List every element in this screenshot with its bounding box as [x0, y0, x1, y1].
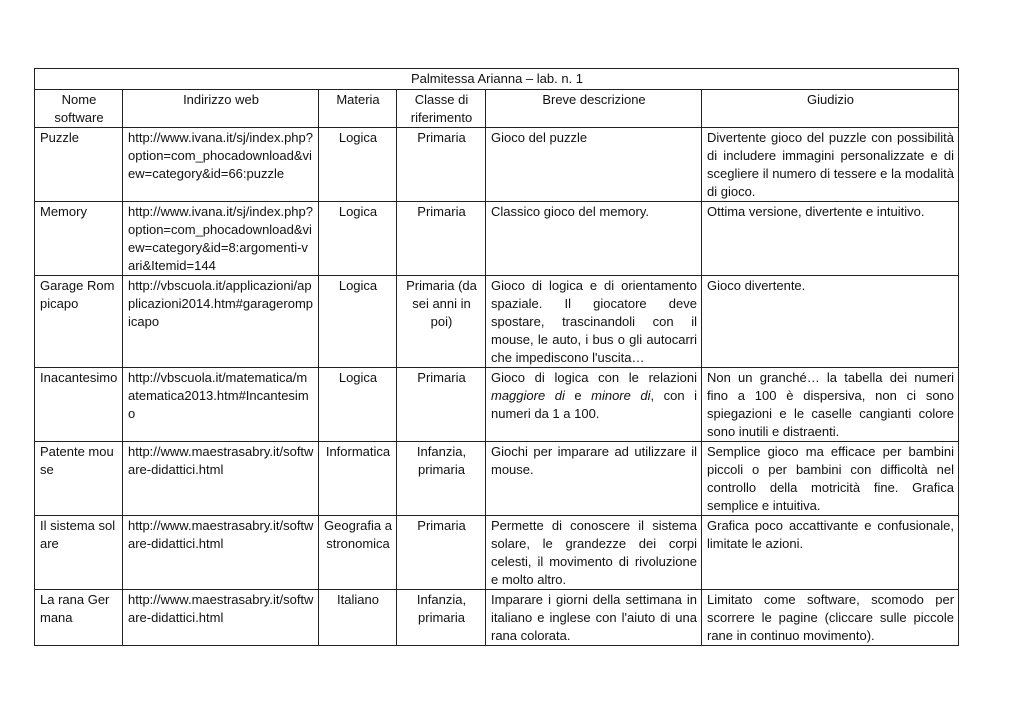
software-judgement: Semplice gioco ma efficace per bambini piccoli o per bambini con difficoltà nel controllo della motricità fine. Grafica semplice e intuitiva.: [702, 442, 959, 516]
software-description: [486, 368, 702, 442]
software-name: Memory: [35, 202, 123, 276]
software-level: Primaria: [397, 516, 486, 590]
table-row: [35, 368, 959, 442]
table-row: [35, 516, 959, 590]
software-url: http://www.maestrasabry.it/software-didattici.html: [123, 516, 319, 590]
table-row: [35, 442, 959, 516]
description-emphasis: minore di: [591, 388, 651, 403]
software-name: Il sistema solare: [35, 516, 123, 590]
software-table: [34, 68, 959, 646]
table-title: Palmitessa Arianna – lab. n. 1: [35, 69, 959, 90]
software-judgement: Gioco divertente.: [702, 276, 959, 368]
table-row: [35, 202, 959, 276]
software-level: Primaria (da sei anni in poi): [397, 276, 486, 368]
software-url: http://www.ivana.it/sj/index.php?option=com_phocadownload&view=category&id=8:argomenti-vari&Itemid=144: [123, 202, 319, 276]
software-judgement: Non un granché… la tabella dei numeri fino a 100 è dispersiva, non ci sono spiegazioni e le caselle cangianti colore sono inutili e distraenti.: [702, 368, 959, 442]
software-description: Permette di conoscere il sistema solare, le grandezze dei corpi celesti, il movimento di rivoluzione e molto altro.: [486, 516, 702, 590]
description-text: Gioco di logica con le relazioni: [491, 370, 697, 385]
header-level: Classe di riferimento: [397, 90, 486, 128]
software-url: http://vbscuola.it/applicazioni/applicazioni2014.htm#garagerompicapo: [123, 276, 319, 368]
software-subject: Logica: [319, 128, 397, 202]
software-evaluation-sheet: [34, 68, 958, 646]
software-judgement: Limitato come software, scomodo per scorrere le pagine (cliccare sulle piccole rane in continuo movimento).: [702, 590, 959, 646]
software-description: Classico gioco del memory.: [486, 202, 702, 276]
software-subject: Logica: [319, 202, 397, 276]
description-text: e: [564, 388, 592, 403]
header-judgement: Giudizio: [702, 90, 959, 128]
software-level: Infanzia, primaria: [397, 442, 486, 516]
software-subject: Logica: [319, 368, 397, 442]
table-row: [35, 590, 959, 646]
software-description: Imparare i giorni della settimana in italiano e inglese con l'aiuto di una rana colorata.: [486, 590, 702, 646]
software-judgement: Grafica poco accattivante e confusionale, limitate le azioni.: [702, 516, 959, 590]
header-row: [35, 90, 959, 128]
software-level: Primaria: [397, 202, 486, 276]
software-subject: Geografia astronomica: [319, 516, 397, 590]
software-description: Gioco del puzzle: [486, 128, 702, 202]
software-subject: Italiano: [319, 590, 397, 646]
title-row: [35, 69, 959, 90]
software-subject: Logica: [319, 276, 397, 368]
header-url: Indirizzo web: [123, 90, 319, 128]
software-name: La rana Germana: [35, 590, 123, 646]
software-url: http://www.ivana.it/sj/index.php?option=com_phocadownload&view=category&id=66:puzzle: [123, 128, 319, 202]
software-subject: Informatica: [319, 442, 397, 516]
software-level: Infanzia, primaria: [397, 590, 486, 646]
software-description: Giochi per imparare ad utilizzare il mouse.: [486, 442, 702, 516]
header-subject: Materia: [319, 90, 397, 128]
software-url: http://www.maestrasabry.it/software-didattici.html: [123, 442, 319, 516]
software-name: Garage Rompicapo: [35, 276, 123, 368]
description-text: , con i numeri da 1 a 100.: [491, 388, 697, 421]
software-url: http://www.maestrasabry.it/software-didattici.html: [123, 590, 319, 646]
header-name: Nome software: [35, 90, 123, 128]
software-judgement: Divertente gioco del puzzle con possibilità di includere immagini personalizzate e di scegliere il numero di tessere e la modalità di gioco.: [702, 128, 959, 202]
software-judgement: Ottima versione, divertente e intuitivo.: [702, 202, 959, 276]
table-row: [35, 128, 959, 202]
software-name: Patente mouse: [35, 442, 123, 516]
table-row: [35, 276, 959, 368]
software-name: Inacantesimo: [35, 368, 123, 442]
software-level: Primaria: [397, 128, 486, 202]
software-url: http://vbscuola.it/matematica/matematica2013.htm#Incantesimo: [123, 368, 319, 442]
header-description: Breve descrizione: [486, 90, 702, 128]
software-description: Gioco di logica e di orientamento spaziale. Il giocatore deve spostare, trascinandoli con il mouse, le auto, i bus o gli autocarri che impediscono l'uscita…: [486, 276, 702, 368]
software-name: Puzzle: [35, 128, 123, 202]
software-level: Primaria: [397, 368, 486, 442]
description-emphasis: maggiore di: [491, 388, 565, 403]
